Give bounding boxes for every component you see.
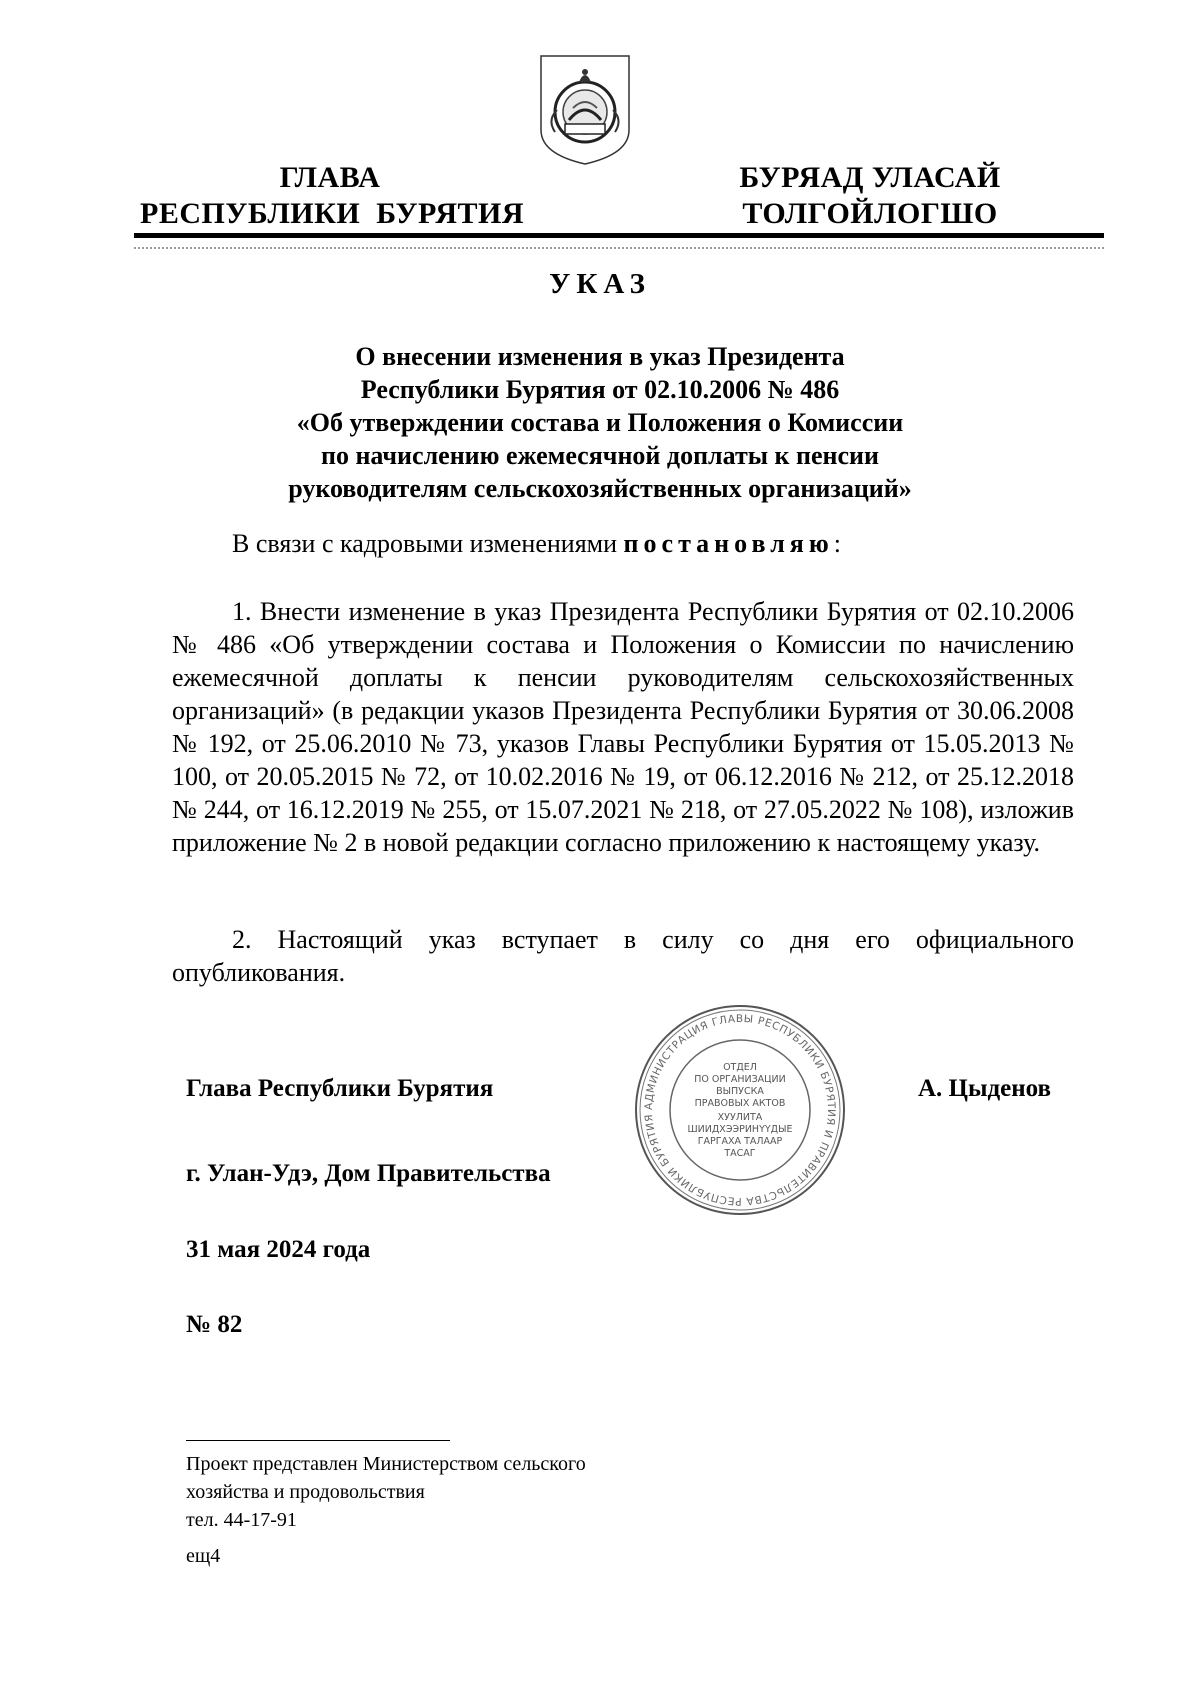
stamp-line: ШИИДХЭЭРИНҮҮДЫЕ bbox=[687, 1124, 793, 1135]
subject-line: по начислению ежемесячной доплаты к пенсии bbox=[320, 441, 880, 470]
signing-date: 31 мая 2024 года bbox=[186, 1236, 371, 1263]
emblem-logo bbox=[535, 50, 635, 170]
document-subject bbox=[200, 340, 1000, 505]
stamp-ring-text: АДМИНИСТРАЦИЯ ГЛАВЫ РЕСПУБЛИКИ БУРЯТИЯ И ПРАВИТЕЛЬСТВА РЕСПУБЛИКИ БУРЯТИЯ bbox=[642, 1012, 838, 1208]
subject-line: О внесении изменения в указ Президента bbox=[355, 342, 845, 371]
footnote-line: хозяйства и продовольствия bbox=[186, 1481, 425, 1503]
header-rule bbox=[134, 233, 1104, 238]
header-left-line2: РЕСПУБЛИКИ БУРЯТИЯ bbox=[140, 197, 525, 230]
preamble-tail: : bbox=[833, 529, 841, 558]
footnote-line: тел. 44-17-91 bbox=[186, 1509, 297, 1531]
header-right bbox=[700, 160, 1040, 232]
header-right-line2: ТОЛГОЙЛОГШО bbox=[742, 197, 998, 230]
signing-place: г. Улан-Удэ, Дом Правительства bbox=[186, 1160, 551, 1187]
subject-line: руководителям сельскохозяйственных организаций» bbox=[288, 474, 912, 503]
decree-number: № 82 bbox=[186, 1311, 243, 1338]
footnote bbox=[186, 1450, 586, 1534]
footnote-line: Проект представлен Министерством сельского bbox=[186, 1453, 586, 1475]
footnote-rule bbox=[186, 1440, 450, 1441]
document-title: УКАЗ bbox=[549, 268, 651, 300]
header-left bbox=[140, 160, 525, 232]
stamp-line: ХУУЛИТА bbox=[717, 1112, 763, 1123]
paragraph-item-1: 1. Внести изменение в указ Президента Республики Бурятия от 02.10.2006 № 486 «Об утверждении состава и Положения о Комиссии по начислению ежемесячной доплаты к пенсии руководителям сельскохозяйственных организаций» (в редакции указов Президента Республики Бурятия от 30.06.2008 № 192, от 25.06.2010 № 73, указов Главы Республики Бурятия от 15.05.2013 № 100, от 20.05.2015 № 72, от 10.02.2016 № 19, от 06.12.2016 № 212, от 25.12.2018 № 244, от 16.12.2019 № 255, от 15.07.2021 № 218, от 27.05.2022 № 108), изложив приложение № 2 в новой редакции согласно приложению к настоящему указу. bbox=[172, 597, 1074, 857]
signatory-position: Глава Республики Бурятия bbox=[186, 1075, 494, 1102]
preamble-text: В связи с кадровыми изменениями bbox=[232, 529, 624, 558]
official-stamp bbox=[630, 1000, 850, 1220]
document-code: ещ4 bbox=[186, 1545, 221, 1567]
stamp-line: ПРАВОВЫХ АКТОВ bbox=[694, 1098, 786, 1109]
stamp-line: ТАСАГ bbox=[724, 1148, 756, 1159]
stamp-line: ОТДЕЛ bbox=[723, 1062, 757, 1073]
preamble-emphasis: постановляю bbox=[623, 529, 834, 558]
stamp-line: ГАРГАХА ТАЛААР bbox=[697, 1136, 783, 1147]
signatory-name: А. Цыденов bbox=[918, 1075, 1052, 1102]
header-left-line1: ГЛАВА bbox=[279, 161, 381, 194]
header-rule-dotted bbox=[134, 247, 1104, 249]
header-right-line1: БУРЯАД УЛАСАЙ bbox=[739, 161, 1001, 194]
paragraph-item-2: 2. Настоящий указ вступает в силу со дня его официального опубликования. bbox=[172, 925, 1074, 987]
stamp-line: ПО ОРГАНИЗАЦИИ bbox=[694, 1074, 786, 1085]
subject-line: Республики Бурятия от 02.10.2006 № 486 bbox=[360, 375, 840, 404]
stamp-line: ВЫПУСКА bbox=[716, 1086, 764, 1097]
preamble bbox=[172, 527, 1074, 560]
subject-line: «Об утверждении состава и Положения о Комиссии bbox=[296, 408, 904, 437]
